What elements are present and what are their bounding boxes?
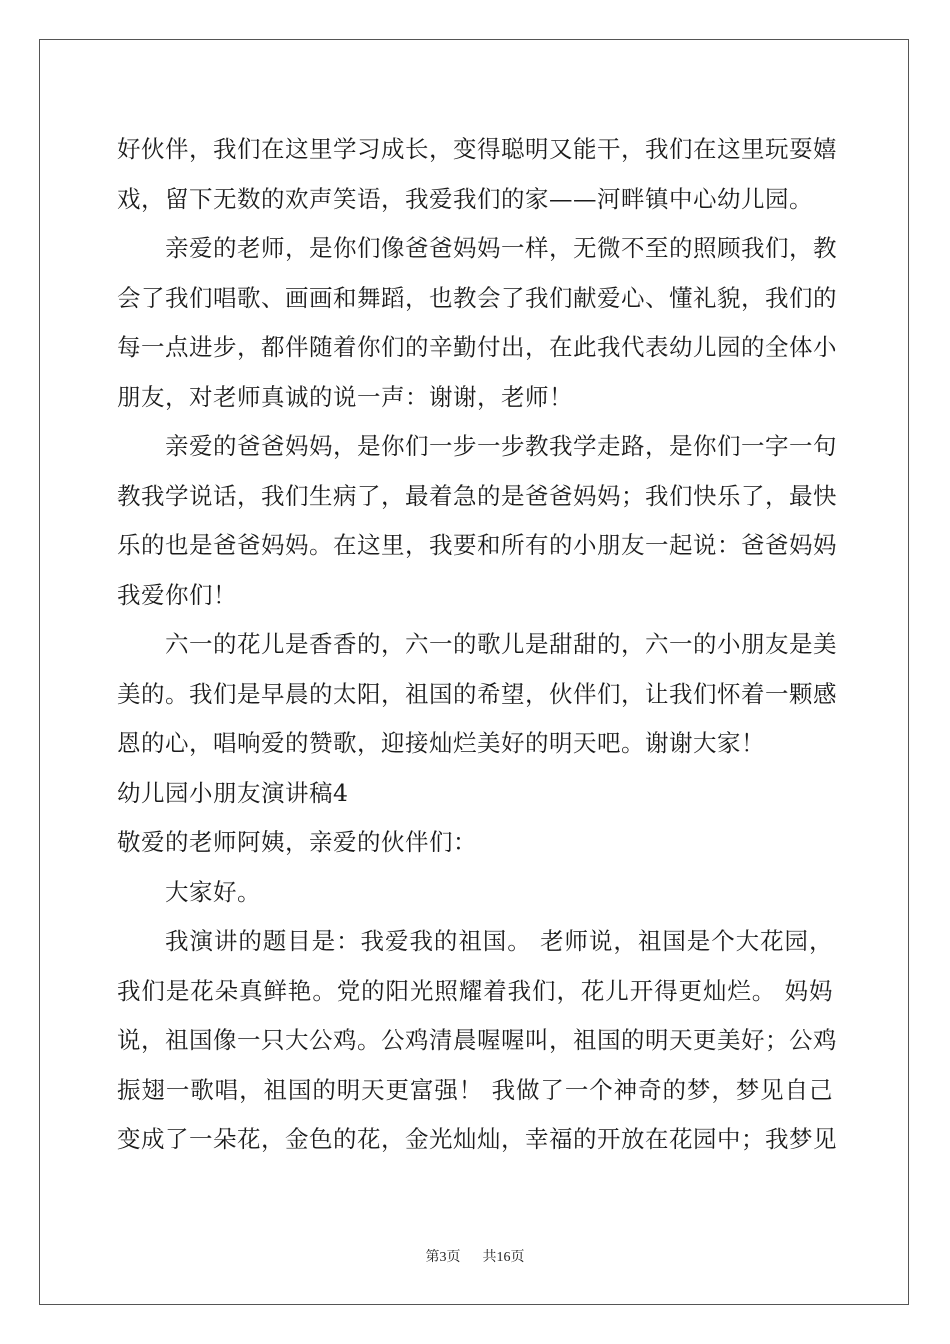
text-line: 亲爱的老师，是你们像爸爸妈妈一样，无微不至的照顾我们，教	[165, 234, 837, 262]
text-line: 会了我们唱歌、画画和舞蹈，也教会了我们献爱心、懂礼貌，我们的	[117, 283, 837, 312]
text-line: 每一点进步，都伴随着你们的辛勤付出，在此我代表幼儿园的全体小	[117, 333, 837, 361]
text-line: 变成了一朵花，金色的花，金光灿灿，幸福的开放在花园中；我梦见	[117, 1125, 837, 1153]
text-line: 我爱你们！	[117, 580, 237, 609]
text-line: 我演讲的题目是：我爱我的祖国。 老师说，祖国是个大花园，	[165, 927, 833, 955]
text-line: 美的。我们是早晨的太阳，祖国的希望，伙伴们，让我们怀着一颗感	[117, 679, 837, 708]
text-line: 朋友，对老师真诚的说一声：谢谢，老师！	[117, 382, 573, 411]
text-line: 乐的也是爸爸妈妈。在这里，我要和所有的小朋友一起说：爸爸妈妈	[117, 531, 837, 559]
text-line: 六一的花儿是香香的，六一的歌儿是甜甜的，六一的小朋友是美	[165, 630, 837, 658]
text-line: 大家好。	[165, 877, 261, 906]
document-body	[117, 125, 837, 1165]
text-line: 教我学说话，我们生病了，最着急的是爸爸妈妈；我们快乐了，最快	[117, 481, 837, 510]
text-line: 戏，留下无数的欢声笑语，我爱我们的家——河畔镇中心幼儿园。	[117, 184, 813, 213]
page-number: 第3页	[425, 1250, 461, 1265]
text-line: 我们是花朵真鲜艳。党的阳光照耀着我们，花儿开得更灿烂。 妈妈	[117, 976, 833, 1005]
text-line: 亲爱的爸爸妈妈，是你们一步一步教我学走路，是你们一字一句	[165, 432, 837, 460]
text-line: 振翅一歌唱，祖国的明天更富强！ 我做了一个神奇的梦，梦见自己	[117, 1075, 833, 1104]
page-footer	[0, 1246, 950, 1266]
text-line: 敬爱的老师阿姨，亲爱的伙伴们：	[117, 828, 477, 856]
text-line: 幼儿园小朋友演讲稿4	[117, 778, 349, 807]
text-line: 好伙伴，我们在这里学习成长，变得聪明又能干，我们在这里玩耍嬉	[117, 135, 837, 163]
text-line: 说，祖国像一只大公鸡。公鸡清晨喔喔叫，祖国的明天更美好；公鸡	[117, 1026, 837, 1054]
text-line: 恩的心，唱响爱的赞歌，迎接灿烂美好的明天吧。谢谢大家！	[117, 729, 765, 757]
page-total: 共16页	[482, 1250, 525, 1265]
